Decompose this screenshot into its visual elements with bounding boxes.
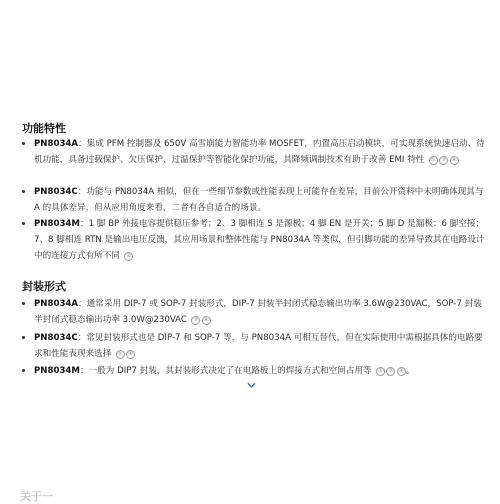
item-key: PN8034M (34, 366, 80, 376)
citation-badge[interactable]: ④ (397, 367, 406, 376)
section-title-package: 封装形式 (22, 280, 66, 293)
list-item (22, 136, 487, 168)
item-text: ：1 脚 BP 外接电容提供稳压参考；2、3 脚相连 S 是源极；4 脚 EN 是开关；5 脚 D 是漏极；6 脚空接；7、8 脚相连 RTN 是输出电压反馈，其应用场景和整体性能与 PN8034A 等类似，但引脚功能的差异导致其在电路设计中的连接方式有所不同 (34, 219, 485, 261)
chevron-down-icon[interactable] (247, 381, 256, 390)
citation-badge[interactable]: ③ (191, 316, 200, 325)
citation-badge[interactable]: ③ (439, 156, 448, 165)
item-key: PN8034C (34, 187, 78, 197)
citation-badge[interactable]: ① (116, 350, 125, 359)
list-item (22, 363, 487, 379)
item-text: ：一般为 DIP7 封装，其封装形式决定了在电路板上的焊接方式和空间占用等 (79, 366, 372, 376)
bullet-icon (22, 222, 25, 225)
item-key: PN8034M (34, 219, 80, 229)
citation-badge[interactable]: ③ (386, 367, 395, 376)
bullet-icon (22, 369, 25, 372)
citation-badge[interactable]: ④ (126, 350, 135, 359)
item-key: PN8034A (34, 139, 79, 149)
bullet-icon (22, 190, 25, 193)
citation-badge[interactable]: ④ (450, 156, 459, 165)
item-text: ：功能与 PN8034A 相似，但在一些细节参数或性能表现上可能存在差异，目前公开资料中未明确体现其与 A 的具体差异，但从应用角度来看，二者有各自适合的场景。 (34, 187, 484, 213)
bullet-icon (22, 142, 25, 145)
citation-badge[interactable]: ① (429, 156, 438, 165)
citation-badge[interactable]: ④ (202, 316, 211, 325)
item-tail: 。 (405, 366, 415, 376)
item-key: PN8034C (34, 333, 78, 343)
bullet-icon (22, 302, 25, 305)
item-key: PN8034A (34, 299, 79, 309)
citation-badge[interactable]: ② (124, 252, 133, 261)
list-item (22, 216, 487, 264)
collapse-fade (0, 392, 500, 500)
item-text: ：集成 PFM 控制器及 650V 高雪崩能力智能功率 MOSFET，内置高压启动模块，可实现系统快速启动、待机功能，具备过载保护、欠压保护、过温保护等智能化保护功能，其降频调制技术有助于改善 EMI 特性 (34, 139, 485, 165)
item-text: ：常见封装形式也是 DIP-7 和 SOP-7 等，与 PN8034A 可相互替代，但在实际使用中需根据具体的电路要求和性能表现来选择 (34, 333, 483, 359)
faded-next-heading: 关于一 (20, 490, 53, 503)
section-title-features: 功能特性 (22, 122, 66, 135)
list-item (22, 330, 487, 362)
list-item (22, 184, 487, 216)
bullet-icon (22, 336, 25, 339)
citation-badge[interactable]: ① (376, 367, 385, 376)
list-item (22, 296, 487, 328)
item-text: ：通常采用 DIP-7 或 SOP-7 封装形式，DIP-7 封装半封闭式稳态输出功率 3.6W@230VAC，SOP-7 封装半封闭式稳态输出功率 3.0W@230VAC (34, 299, 482, 325)
